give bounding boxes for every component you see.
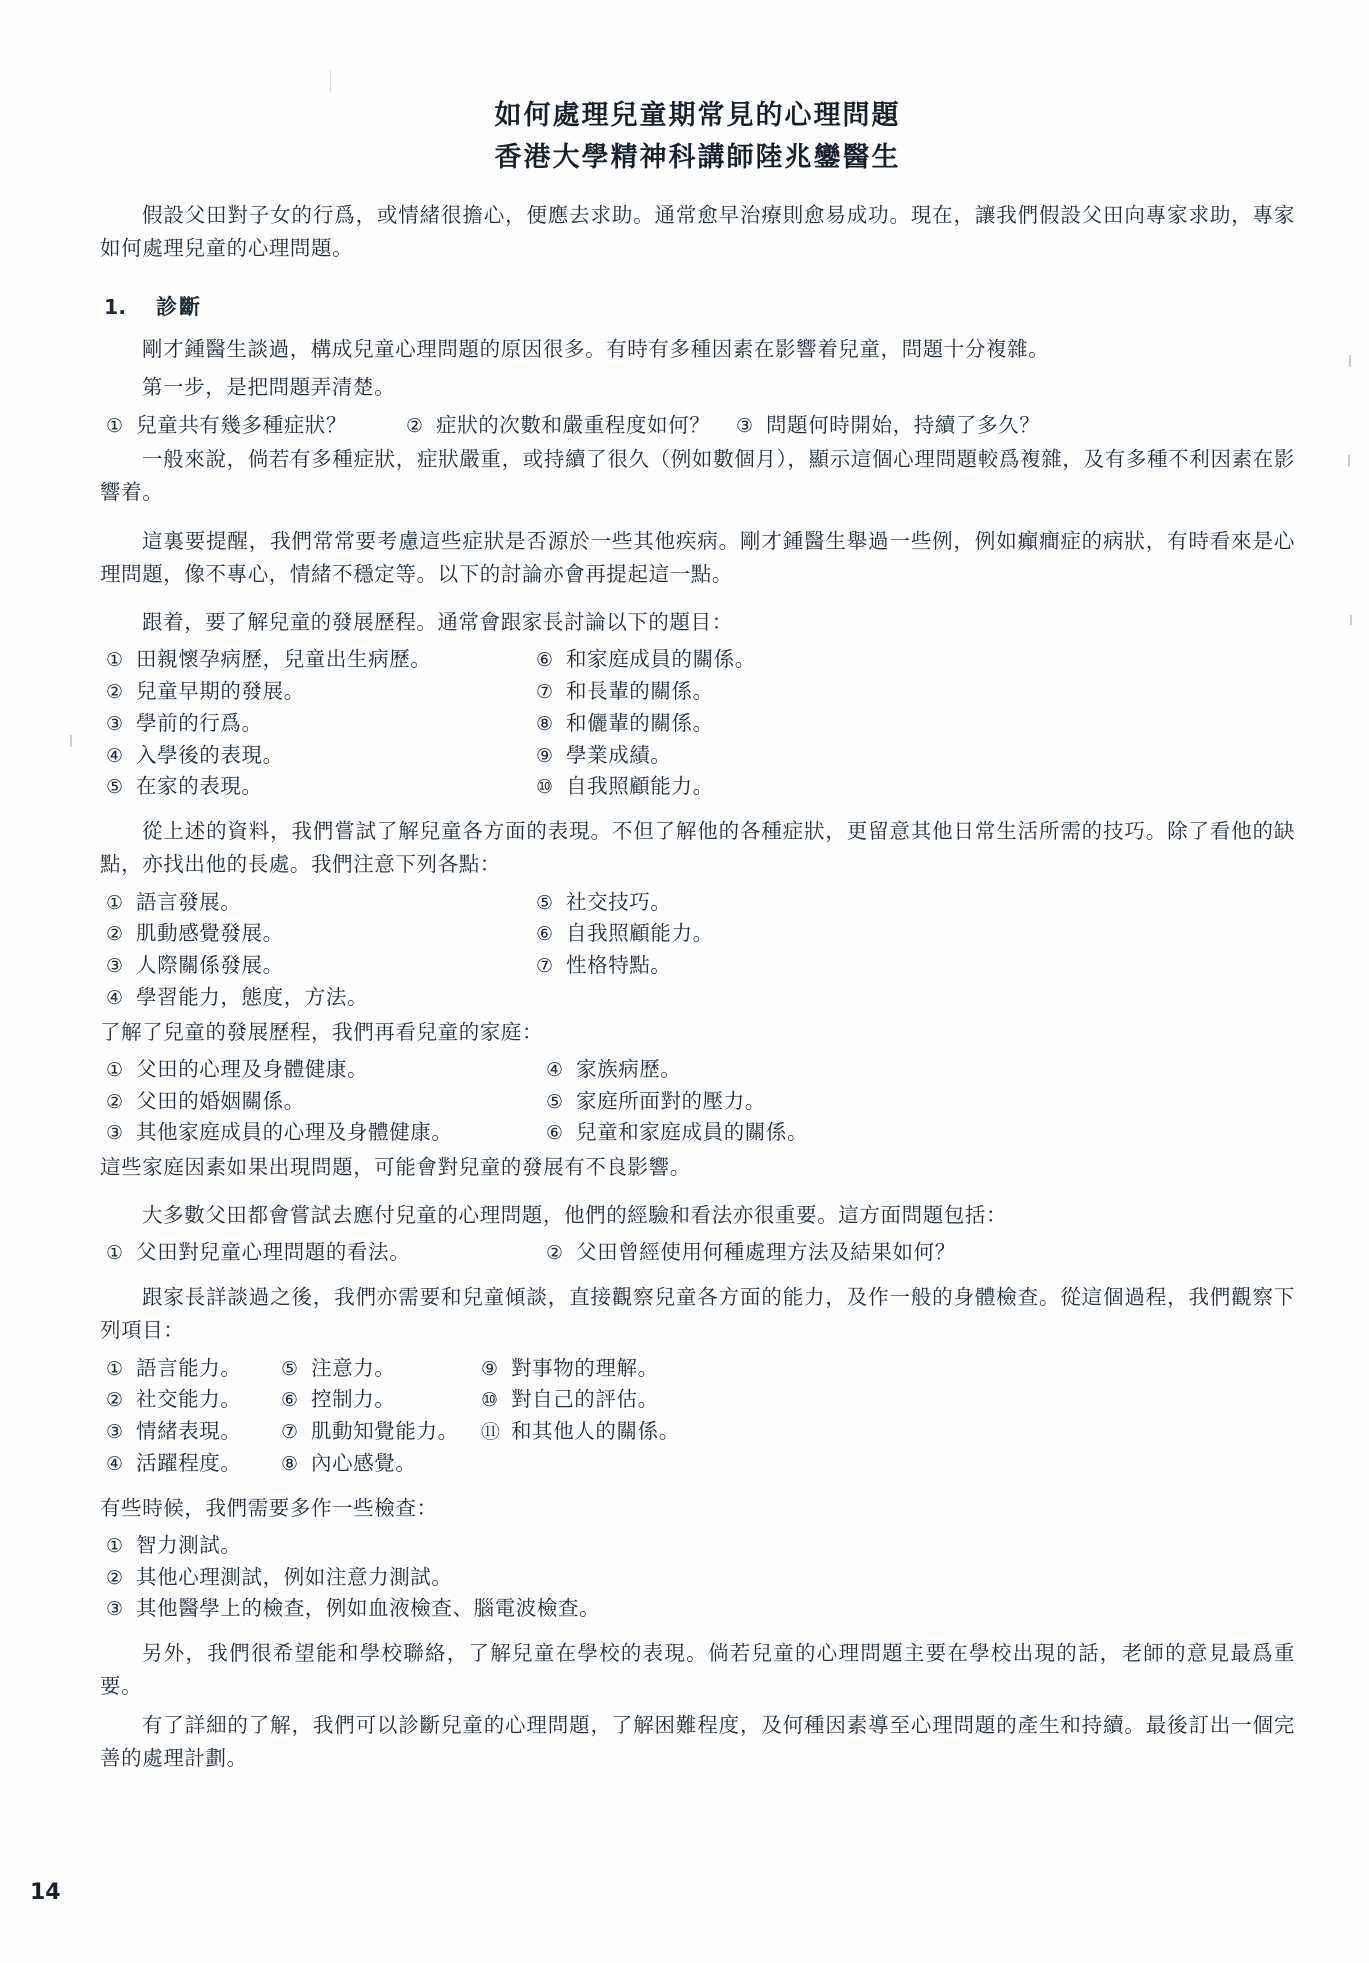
scan-edge-mark	[1348, 455, 1350, 467]
ability-list	[100, 887, 1295, 1014]
list-item	[536, 887, 966, 919]
list-item	[106, 676, 536, 708]
title-line-2: 香港大學精神科講師陸兆鑾醫生	[494, 141, 901, 173]
list-item	[106, 708, 536, 740]
item-marker: ⑥	[546, 1122, 564, 1145]
item-marker: ②	[106, 1566, 124, 1589]
item-text: 家庭所面對的壓力。	[576, 1088, 766, 1113]
item-marker: ③	[106, 712, 124, 735]
item-text: 父田曾經使用何種處理方法及結果如何？	[576, 1240, 956, 1265]
item-text: 語言能力。	[136, 1355, 242, 1380]
list-item	[546, 1117, 1066, 1149]
item-text: 其他家庭成員的心理及身體健康。	[136, 1120, 453, 1145]
list-row	[106, 1117, 1295, 1149]
item-text: 人際關係發展。	[136, 953, 284, 978]
item-marker: ④	[546, 1058, 564, 1081]
item-text: 學業成績。	[566, 742, 672, 767]
item-marker: ⑩	[481, 1389, 499, 1412]
development-history-list	[100, 644, 1295, 803]
list-item	[106, 887, 536, 919]
item-marker: ①	[106, 1058, 124, 1081]
observation-list	[100, 1353, 1295, 1480]
item-text: 和其他人的關係。	[511, 1419, 680, 1444]
list-row	[106, 1416, 1295, 1448]
list-row	[106, 1593, 1295, 1625]
list-row	[106, 676, 1295, 708]
section1-paragraph-1: 剛才鍾醫生談過，構成兒童心理問題的原因很多。有時有多種因素在影響着兒童，問題十分複雜。	[142, 337, 1050, 362]
list-item	[106, 1593, 600, 1625]
title-line-1: 如何處理兒童期常見的心理問題	[494, 100, 901, 131]
item-text: 肌動知覺能力。	[311, 1419, 459, 1444]
list-row	[106, 644, 1295, 676]
item-text: 自我照顧能力。	[566, 774, 714, 799]
extra-tests-list	[100, 1530, 1295, 1625]
item-marker: ⑥	[281, 1389, 299, 1412]
list-item	[536, 708, 966, 740]
item-text: 家族病歷。	[576, 1056, 682, 1081]
list-item	[536, 676, 966, 708]
list-item	[106, 1384, 281, 1416]
list-item	[106, 644, 536, 676]
spacer	[100, 515, 1295, 525]
list-row	[106, 982, 1295, 1014]
item-marker: ①	[106, 414, 124, 437]
list-item	[106, 1086, 546, 1118]
section1-paragraph-11: 有些時候，我們需要多作一些檢查：	[100, 1495, 438, 1520]
list-item	[536, 950, 966, 982]
section1-paragraph-10: 跟家長詳談過之後，我們亦需要和兒童傾談，直接觀察兒童各方面的能力，及作一般的身體檢查。從這個過程，我們觀察下列項目：	[100, 1285, 1295, 1343]
item-marker: ⑤	[281, 1357, 299, 1380]
item-marker: ⑨	[481, 1357, 499, 1380]
family-list	[100, 1054, 1295, 1149]
list-item	[106, 1237, 546, 1269]
item-marker: ④	[106, 986, 124, 1009]
item-text: 父田的心理及身體健康。	[136, 1056, 369, 1081]
section1-paragraph-13: 有了詳細的了解，我們可以診斷兒童的心理問題，了解困難程度，及何種因素導至心理問題的產生和持續。最後訂出一個完善的處理計劃。	[100, 1712, 1295, 1770]
item-text: 活躍程度。	[136, 1450, 242, 1475]
list-item	[106, 1530, 242, 1562]
list-item	[106, 410, 406, 442]
item-marker: ②	[106, 1389, 124, 1412]
item-text: 控制力。	[311, 1387, 396, 1412]
document-content	[100, 95, 1295, 1780]
item-marker: ⑨	[536, 744, 554, 767]
list-item	[106, 950, 536, 982]
item-text: 兒童早期的發展。	[136, 679, 305, 704]
section-title: 診斷	[156, 295, 202, 320]
section1-paragraph-4: 這裏要提醒，我們常常要考慮這些症狀是否源於一些其他疾病。剛才鍾醫生舉過一些例，例如癲癎症的病狀，有時看來是心理問題，像不專心，情緒不穩定等。以下的討論亦會再提起這一點。	[100, 528, 1295, 586]
item-text: 和家庭成員的關係。	[566, 647, 756, 672]
item-text: 內心感覺。	[311, 1450, 417, 1475]
list-item	[106, 1117, 546, 1149]
list-row	[106, 950, 1295, 982]
item-marker: ②	[106, 1090, 124, 1113]
list-row	[106, 1384, 1295, 1416]
intro-paragraph: 假設父田對子女的行爲，或情緒很擔心，便應去求助。通常愈早治療則愈易成功。現在，讓我們假設父田向專家求助，專家如何處理兒童的心理問題。	[100, 202, 1295, 260]
item-marker: ①	[106, 649, 124, 672]
list-item	[106, 1416, 281, 1448]
item-marker: ⑧	[281, 1452, 299, 1475]
list-row	[106, 740, 1295, 772]
section-number: 1.	[104, 295, 127, 320]
list-item	[106, 1448, 281, 1480]
item-marker: ③	[106, 1598, 124, 1621]
item-text: 自我照顧能力。	[566, 921, 714, 946]
spacer	[100, 805, 1295, 815]
list-item	[536, 740, 966, 772]
section1-paragraph-3: 一般來說，倘若有多種症狀，症狀嚴重，或持續了很久（例如數個月），顯示這個心理問題較爲複雜，及有多種不利因素在影響着。	[100, 447, 1295, 505]
list-row	[106, 1353, 1295, 1385]
item-marker: ③	[106, 955, 124, 978]
list-row	[106, 1448, 1295, 1480]
list-item	[281, 1448, 481, 1480]
parent-views-list	[100, 1237, 1295, 1269]
list-item	[546, 1237, 1066, 1269]
page-number: 14	[30, 1880, 61, 1905]
page-title	[100, 95, 1295, 179]
section1-paragraph-7: 了解了兒童的發展歷程，我們再看兒童的家庭：	[100, 1019, 544, 1044]
spacer	[100, 179, 1295, 199]
scan-edge-mark	[70, 735, 72, 747]
item-marker: ⑧	[536, 712, 554, 735]
item-text: 語言發展。	[136, 889, 242, 914]
item-marker: ⑦	[536, 681, 554, 704]
item-text: 性格特點。	[566, 953, 672, 978]
item-text: 其他心理測試，例如注意力測試。	[136, 1564, 453, 1589]
section1-paragraph-5: 跟着，要了解兒童的發展歷程。通常會跟家長討論以下的題目：	[142, 610, 733, 635]
item-marker: ②	[406, 414, 424, 437]
item-marker: ①	[106, 1242, 124, 1265]
item-text: 學習能力，態度，方法。	[136, 984, 369, 1009]
spacer	[100, 1189, 1295, 1199]
list-item	[536, 644, 966, 676]
question-list	[100, 410, 1295, 442]
item-marker: ③	[106, 1122, 124, 1145]
item-text: 田親懷孕病歷，兒童出生病歷。	[136, 647, 432, 672]
item-marker: ③	[106, 1421, 124, 1444]
item-marker: ④	[106, 1452, 124, 1475]
item-marker: ①	[106, 891, 124, 914]
spacer	[100, 1271, 1295, 1281]
item-text: 問題何時開始，持續了多久？	[766, 412, 1041, 437]
list-item	[106, 1054, 546, 1086]
list-item	[536, 918, 966, 950]
list-item	[281, 1384, 481, 1416]
section1-paragraph-9: 大多數父田都會嘗試去應付兒童的心理問題，他們的經驗和看法亦很重要。這方面問題包括：	[142, 1203, 1008, 1228]
item-marker: ②	[546, 1242, 564, 1265]
list-row	[106, 708, 1295, 740]
item-marker: ①	[106, 1534, 124, 1557]
item-marker: ⑪	[481, 1421, 501, 1444]
list-item	[106, 918, 536, 950]
item-marker: ⑥	[536, 923, 554, 946]
item-marker: ⑦	[281, 1421, 299, 1444]
list-item	[481, 1353, 781, 1385]
item-text: 學前的行爲。	[136, 710, 263, 735]
item-text: 其他醫學上的檢查，例如血液檢查、腦電波檢查。	[136, 1596, 601, 1621]
list-row	[106, 887, 1295, 919]
scan-edge-mark	[1350, 615, 1352, 625]
item-marker: ⑤	[546, 1090, 564, 1113]
item-marker: ①	[106, 1357, 124, 1380]
item-marker: ⑥	[536, 649, 554, 672]
item-marker: ④	[106, 744, 124, 767]
item-text: 父田的婚姻關係。	[136, 1088, 305, 1113]
item-marker: ②	[106, 681, 124, 704]
list-item	[106, 1353, 281, 1385]
item-text: 智力測試。	[136, 1532, 242, 1557]
item-marker: ⑤	[536, 891, 554, 914]
list-row	[106, 771, 1295, 803]
list-item	[106, 740, 536, 772]
item-text: 症狀的次數和嚴重程度如何？	[436, 412, 711, 437]
item-marker: ③	[736, 414, 754, 437]
item-text: 入學後的表現。	[136, 742, 284, 767]
spacer	[100, 1482, 1295, 1492]
list-item	[546, 1086, 1066, 1118]
section1-paragraph-6: 從上述的資料，我們嘗試了解兒童各方面的表現。不但了解他的各種症狀，更留意其他日常生活所需的技巧。除了看他的缺點，亦找出他的長處。我們注意下列各點：	[100, 819, 1295, 877]
item-text: 情緒表現。	[136, 1419, 242, 1444]
item-text: 社交技巧。	[566, 889, 672, 914]
list-item	[106, 1562, 453, 1594]
item-marker: ⑩	[536, 776, 554, 799]
item-text: 對事物的理解。	[511, 1355, 659, 1380]
item-marker: ②	[106, 923, 124, 946]
item-text: 注意力。	[311, 1355, 396, 1380]
list-row	[106, 918, 1295, 950]
scan-edge-mark	[1349, 355, 1351, 367]
item-text: 兒童和家庭成員的關係。	[576, 1120, 809, 1145]
section1-paragraph-2: 第一步，是把問題弄清楚。	[142, 375, 396, 400]
list-row	[106, 1086, 1295, 1118]
item-text: 兒童共有幾多種症狀？	[136, 412, 347, 437]
item-text: 對自己的評估。	[511, 1387, 659, 1412]
list-item	[281, 1416, 481, 1448]
list-item	[406, 410, 736, 442]
section1-paragraph-12: 另外，我們很希望能和學校聯絡，了解兒童在學校的表現。倘若兒童的心理問題主要在學校出現的話，老師的意見最爲重要。	[100, 1641, 1295, 1699]
list-item	[536, 771, 966, 803]
list-item-empty	[536, 982, 966, 1014]
list-item	[281, 1353, 481, 1385]
spacer	[100, 596, 1295, 606]
list-row	[106, 1562, 1295, 1594]
list-row	[106, 1054, 1295, 1086]
list-row	[106, 1530, 1295, 1562]
item-text: 肌動感覺發展。	[136, 921, 284, 946]
item-marker: ⑤	[106, 776, 124, 799]
item-text: 在家的表現。	[136, 774, 263, 799]
list-item	[106, 771, 536, 803]
item-text: 社交能力。	[136, 1387, 242, 1412]
item-text: 和儷輩的關係。	[566, 710, 714, 735]
list-item	[736, 410, 1136, 442]
item-marker: ⑦	[536, 955, 554, 978]
spacer	[100, 1627, 1295, 1637]
list-item	[106, 982, 536, 1014]
list-item	[481, 1416, 781, 1448]
list-item	[546, 1054, 1066, 1086]
item-text: 和長輩的關係。	[566, 679, 714, 704]
list-item	[481, 1384, 781, 1416]
item-text: 父田對兒童心理問題的看法。	[136, 1240, 411, 1265]
section-1-heading	[100, 291, 1295, 321]
scan-artifact-line	[330, 70, 331, 92]
list-item-empty	[481, 1448, 781, 1480]
section1-paragraph-8: 這些家庭因素如果出現問題，可能會對兒童的發展有不良影響。	[100, 1155, 691, 1180]
